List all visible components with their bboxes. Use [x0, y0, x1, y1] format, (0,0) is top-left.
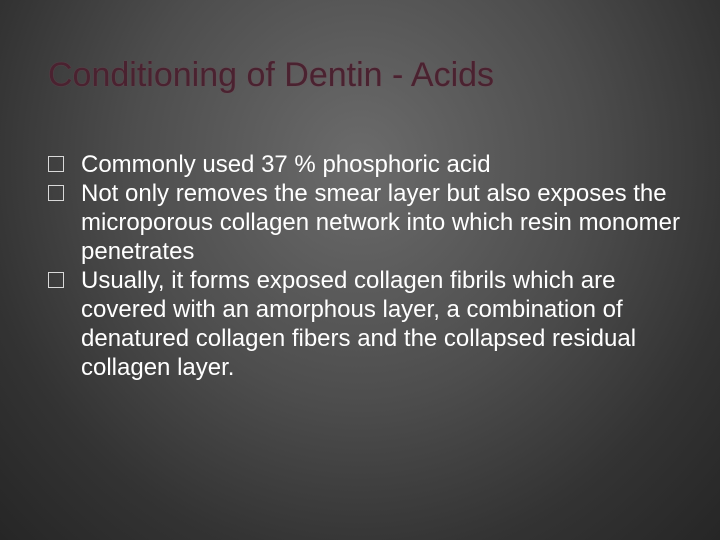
slide-title: Conditioning of Dentin - Acids [48, 56, 495, 94]
bullet-item [48, 150, 688, 179]
bullet-text: Usually, it forms exposed collagen fibrils which are covered with an amorphous layer, a combination of denatured collagen fibers and the collapsed residual collagen layer. [81, 267, 637, 381]
bullet-list [48, 150, 688, 382]
bullet-text: Commonly used 37 % phosphoric acid [81, 151, 491, 178]
bullet-square-icon [48, 185, 64, 201]
bullet-square-icon [48, 156, 64, 172]
bullet-square-icon [48, 272, 64, 288]
bullet-text: Not only removes the smear layer but also exposes the microporous collagen network into which resin monomer penetrates [81, 180, 680, 265]
bullet-item [48, 266, 688, 382]
bullet-item [48, 179, 688, 266]
